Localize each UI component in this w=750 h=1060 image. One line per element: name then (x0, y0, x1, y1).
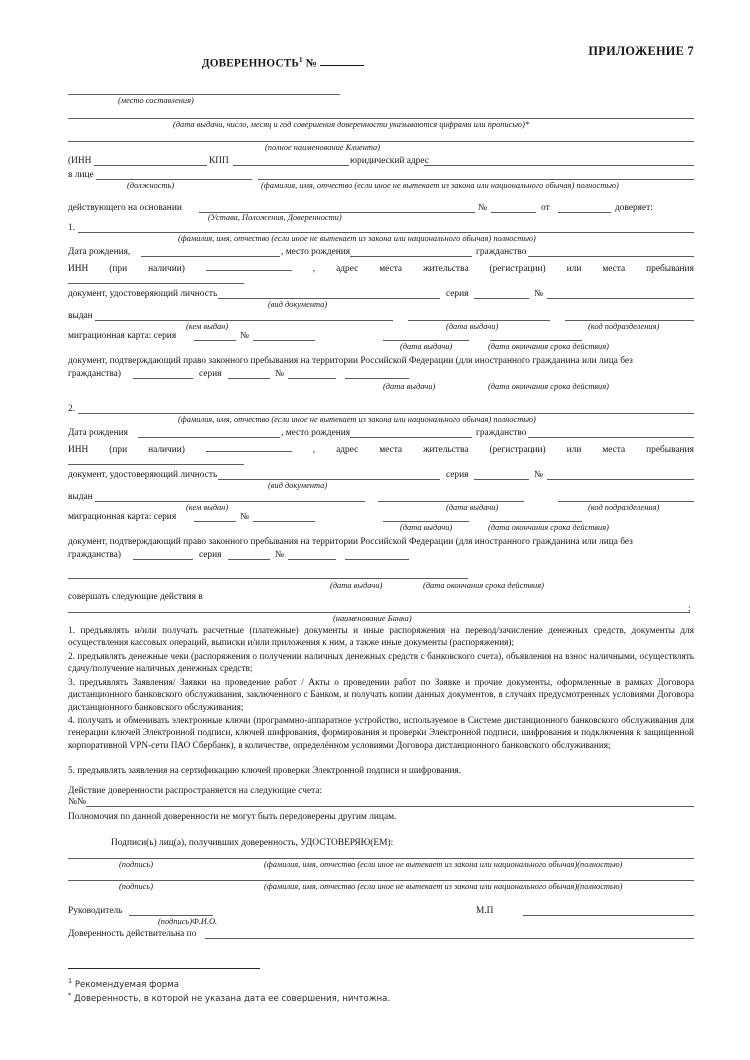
person-1-stay-doc-line2: гражданства) (68, 369, 121, 379)
bank-name-caption: (наименование Банка) (333, 614, 412, 623)
client-name-caption: (полное наименование Клиента) (265, 143, 381, 152)
person-2-series-label: серия (446, 470, 469, 480)
person-2-fio-caption: (фамилия, имя, отчество (если иное не вытекает из закона или национального обычая) полностью) (178, 415, 536, 424)
person-1-series-label: серия (446, 289, 469, 299)
person-1-citizenship-rule[interactable] (528, 256, 694, 257)
bank-name-semicolon: ; (688, 604, 691, 614)
person-2-birth-place-rule[interactable] (350, 437, 472, 438)
footnote-1-text: Рекомендуемая форма (74, 979, 179, 990)
document-body (68, 0, 694, 1060)
footnote-2 (68, 992, 390, 1004)
date-caption: (дата выдачи, число, месяц и год совершения доверенности указываются цифрами или прописью)* (173, 120, 530, 129)
basis-from-label: от (541, 203, 550, 213)
person-1-doc-number-sign: № (534, 289, 543, 299)
date-field-rule[interactable] (68, 118, 694, 119)
person-1-migration-number-sign: № (240, 331, 249, 341)
person-2-inn-field-rule[interactable] (206, 442, 292, 452)
person-2-doc-number-rule[interactable] (547, 479, 694, 480)
inn-field-rule[interactable] (94, 165, 207, 166)
footnote-1-marker: 1 (68, 977, 73, 985)
basis-number-field-rule[interactable] (491, 212, 536, 213)
person-1-migration-issue-date-rule[interactable] (383, 340, 469, 341)
person-1-migration-card-label: миграционная карта: серия (68, 331, 177, 341)
no-redelegation-note: Полномочия по данной доверенности не могут быть передоверены другим лицам. (68, 812, 397, 822)
person-1-identity-doc-rule[interactable] (218, 298, 440, 299)
person-1-registration-label: (регистрации) (489, 264, 546, 274)
person-2-stay-series-label: серия (199, 550, 222, 560)
person-2-issue-date-rule[interactable] (378, 501, 524, 502)
person-1-issued-label: выдан (68, 311, 93, 321)
person-1-doc-kind-caption: (вид документа) (268, 300, 328, 309)
person-1-fio-caption: (фамилия, имя, отчество (если иное не вытекает из закона или национального обычая) полностью) (178, 234, 536, 243)
person-2-stay-number-sign: № (275, 550, 284, 560)
representative-name-rule[interactable] (258, 179, 694, 180)
person-2-migration-series-rule[interactable] (194, 521, 236, 522)
person-2-birth-place-label: , место рождения (281, 428, 351, 438)
person-2-inn-comma: , (312, 445, 316, 455)
basis-caption: (Устава, Положения, Доверенности) (208, 213, 342, 222)
person-2-inn-avail-label: наличии) (148, 445, 185, 455)
person-2-migration-expiry-rule[interactable] (490, 521, 582, 522)
footnote-separator (68, 968, 260, 969)
document-number-field[interactable] (320, 65, 364, 66)
person-2-dept-code-rule[interactable] (558, 501, 694, 502)
person-1-inn-address-line (68, 261, 694, 275)
authorizes-label: доверяет: (615, 203, 653, 213)
person-2-birth-date-label: Дата рождения (68, 428, 128, 438)
footnote-2-marker: * (68, 991, 72, 999)
person-2-migration-expiry-caption: (дата окончания срока действия) (488, 523, 609, 532)
certify-signatures-label: Подписи(ь) лиц(а), получивших доверенность, УДОСТОВЕРЯЮ(ЕМ): (111, 838, 394, 848)
person-1-identity-doc-label: документ, удостоверяющий личность (68, 289, 218, 299)
v-lice-label: в лице (68, 170, 94, 180)
bank-name-rule[interactable] (68, 612, 690, 613)
stamp-label: М.П (476, 906, 494, 916)
accounts-numbers-rule[interactable] (86, 806, 694, 807)
person-1-place2-label: места (602, 264, 626, 274)
person-2-stay-doc-line2: гражданства) (68, 550, 121, 560)
person-2-or-label: или (566, 445, 582, 455)
person-2-stay-expiry-caption: (дата окончания срока действия) (423, 581, 544, 590)
inn-label: (ИНН (68, 156, 92, 166)
person-1-birth-date-rule[interactable] (141, 256, 280, 257)
person-2-residence-label: жительства (423, 445, 469, 455)
signature-1-rule[interactable] (68, 858, 694, 859)
action-item-1: 1. предъявлять и/или получать расчетные (платежные) документы и иные распоряжения на перевод/зачисление денежных средств, документы для осуществления кассовых операций, выписки и/или приложения к ним, а также иные документы (распоряжения); (68, 626, 694, 649)
person-1-or-label: или (566, 264, 582, 274)
signature-2-caption: (подпись) (119, 882, 153, 891)
person-1-inn-if-label: (при (109, 264, 128, 274)
person-1-inn-field-rule[interactable] (206, 261, 292, 271)
person-2-issued-by-rule[interactable] (95, 501, 365, 502)
person-2-inn-if-label: (при (109, 445, 128, 455)
person-2-number: 2. (68, 404, 76, 414)
position-field-rule[interactable] (96, 179, 252, 180)
person-1-migration-number-rule[interactable] (253, 340, 315, 341)
person-1-dept-code-caption: (код подразделения) (588, 322, 660, 331)
acting-basis-label: действующего на основании (68, 203, 182, 213)
action-item-4: 4. получать и обменивать электронные ключи (программно-аппаратное устройство, используемое в Системе дистанционного банковского обслуживания для генерации ключей Электронной подписи, ключей шифрования, формирования и проверки Электронной подписи, шифрования и подключения к защищенной корпоративной VPN-сети ПАО Сбербанк), в количестве, определённом условиями Договора дистанционного банковского обслуживания; (68, 716, 694, 751)
person-1-dept-code-rule[interactable] (565, 320, 694, 321)
accounts-numbers-label: №№ (68, 797, 86, 807)
person-1-address-label: адрес (336, 264, 359, 274)
person-1-stay-series-rule[interactable] (228, 378, 270, 379)
person-2-stay-doc-line1: документ, подтверждающий право законного пребывания на территории Российской Федерации (для иностранного гражданина или лица без (68, 537, 633, 547)
signature-1-fio-caption: (фамилия, имя, отчество (если иное не вытекает из закона или национального обычая)(полностью) (264, 860, 623, 869)
person-1-migration-expiry-rule[interactable] (490, 340, 582, 341)
person-2-address-place-label: места (379, 445, 403, 455)
person-1-stay-doc-line1: документ, подтверждающий право законного пребывания на территории Российской Федерации (для иностранного гражданина или лица без (68, 356, 633, 366)
person-1-inn-comma: , (312, 264, 316, 274)
person-1-citizenship-label: гражданство (476, 247, 527, 257)
perform-actions-label: совершать следующие действия в (68, 592, 203, 602)
person-1-migration-series-rule[interactable] (194, 340, 236, 341)
person-2-stay-issue-caption: (дата выдачи) (330, 581, 383, 590)
representative-fio-caption: (фамилия, имя, отчество (если иное не вытекает из закона или национального обычая) полностью) (261, 181, 619, 190)
kpp-label: КПП (209, 156, 229, 166)
basis-number-sign: № (478, 203, 487, 213)
person-2-issue-date-caption: (дата выдачи) (446, 503, 499, 512)
person-2-identity-doc-rule[interactable] (218, 479, 440, 480)
person-1-name-rule[interactable] (78, 232, 694, 233)
person-2-series-rule[interactable] (474, 479, 529, 480)
person-2-citizenship-rule[interactable] (528, 437, 694, 438)
person-2-inn-label: ИНН (68, 445, 89, 455)
person-1-birth-date-label: Дата рождения, (68, 247, 131, 257)
person-2-stay-number-rule[interactable] (288, 559, 336, 560)
person-2-migration-card-label: миграционная карта: серия (68, 512, 177, 522)
kpp-field-rule[interactable] (233, 165, 349, 166)
person-2-address-rule[interactable] (68, 464, 244, 465)
person-1-stay-number-rule[interactable] (288, 378, 336, 379)
person-1-number: 1. (68, 223, 76, 233)
action-item-2: 2. предъявлять денежные чеки (распоряжения о получении наличных денежных средств с банковского счета), объявления на взнос наличными, осуществлять сдачу/получение наличных денежных средств; (68, 652, 694, 675)
person-2-migration-issue-date-rule[interactable] (383, 521, 469, 522)
person-1-stay-number-sign: № (275, 369, 284, 379)
valid-until-rule[interactable] (205, 938, 694, 939)
accounts-heading: Действие доверенности распространяется на следующие счета: (68, 786, 323, 796)
document-title-text: ДОВЕРЕННОСТЬ (201, 57, 300, 70)
person-1-birth-place-label: , место рождения (281, 247, 351, 257)
person-1-address-rule[interactable] (68, 283, 244, 284)
person-1-series-rule[interactable] (474, 298, 529, 299)
basis-date-field-rule[interactable] (558, 212, 611, 213)
person-2-identity-doc-label: документ, удостоверяющий личность (68, 470, 218, 480)
person-2-name-rule[interactable] (78, 413, 694, 414)
signature-2-fio-caption: (фамилия, имя, отчество (если иное не вытекает из закона или национального обычая)(полностью) (264, 882, 623, 891)
place-field-rule[interactable] (68, 94, 340, 95)
person-1-inn-avail-label: наличии) (148, 264, 185, 274)
person-2-registration-label: (регистрации) (489, 445, 546, 455)
person-1-stay-series-label: серия (199, 369, 222, 379)
person-2-stay-series-rule[interactable] (228, 559, 270, 560)
person-1-issued-by-rule[interactable] (95, 320, 393, 321)
person-2-dept-code-caption: (код подразделения) (588, 503, 660, 512)
valid-until-label: Доверенность действительна по (68, 929, 197, 939)
person-2-stay-continuation-rule[interactable] (68, 578, 468, 579)
person-2-address-label: адрес (336, 445, 359, 455)
legal-address-field-rule[interactable] (424, 165, 694, 166)
legal-address-label: юридический адрес (350, 156, 429, 166)
person-2-issued-by-caption: (кем выдан) (186, 503, 229, 512)
document-number-sign: № (305, 57, 318, 70)
person-2-migration-number-sign: № (240, 512, 249, 522)
person-2-issued-label: выдан (68, 492, 93, 502)
page-title (68, 56, 498, 71)
signature-2-rule[interactable] (68, 880, 694, 881)
person-2-doc-kind-caption: (вид документа) (268, 481, 328, 490)
person-2-stay-label: пребывания (646, 445, 694, 455)
person-1-migration-issue-caption: (дата выдачи) (400, 342, 453, 351)
person-1-issue-date-caption: (дата выдачи) (446, 322, 499, 331)
person-2-migration-number-rule[interactable] (253, 521, 315, 522)
person-2-stay-extra-rule[interactable] (345, 559, 409, 560)
footnote-2-text: Доверенность, в которой не указана дата ее совершения, ничтожна. (73, 993, 391, 1004)
person-2-migration-issue-caption: (дата выдачи) (400, 523, 453, 532)
person-2-inn-address-line (68, 442, 694, 456)
person-2-doc-number-sign: № (534, 470, 543, 480)
appendix-label: ПРИЛОЖЕНИЕ 7 (588, 44, 694, 58)
person-1-stay-expiry-caption: (дата окончания срока действия) (488, 382, 609, 391)
title-footnote-marker: 1 (299, 56, 303, 64)
person-1-doc-number-rule[interactable] (547, 298, 694, 299)
person-1-stay-extra-rule[interactable] (345, 378, 409, 379)
director-signature-rule[interactable] (129, 915, 213, 916)
client-name-rule[interactable] (68, 141, 694, 142)
person-1-inn-label: ИНН (68, 264, 89, 274)
person-1-residence-label: жительства (423, 264, 469, 274)
person-1-birth-place-rule[interactable] (350, 256, 472, 257)
action-item-3: 3. предъявлять Заявления/ Заявки на проведение работ / Акты о проведении работ по Заявке и прочие документы, оформленные в рамках Договора дистанционного банковского обслуживания, заключенного с Банком, и получать копии данных документов, в случаях предусмотренных условиями Договора дистанционного банковского обслуживания; (68, 678, 694, 713)
stamp-field-rule[interactable] (523, 915, 694, 916)
action-item-5: 5. предъявлять заявления на сертификацию ключей проверки Электронной подписи и шифрования. (68, 766, 462, 776)
person-1-address-place-label: места (379, 264, 403, 274)
person-1-issued-by-caption: (кем выдан) (186, 322, 229, 331)
person-1-stay-issue-caption: (дата выдачи) (383, 382, 436, 391)
director-label: Руководитель (68, 906, 123, 916)
place-caption: (место составления) (118, 96, 194, 105)
person-2-place2-label: места (602, 445, 626, 455)
signature-1-caption: (подпись) (119, 860, 153, 869)
person-1-stay-doc-rule[interactable] (133, 378, 193, 379)
person-1-migration-expiry-caption: (дата окончания срока действия) (488, 342, 609, 351)
person-1-stay-label: пребывания (646, 264, 694, 274)
director-signature-caption: (подпись)Ф.И.О. (158, 917, 218, 926)
position-caption: (должность) (127, 181, 175, 190)
footnote-1 (68, 978, 179, 990)
person-1-issue-date-rule[interactable] (408, 320, 550, 321)
person-2-birth-date-rule[interactable] (138, 437, 280, 438)
person-2-citizenship-label: гражданство (476, 428, 527, 438)
person-2-stay-doc-rule[interactable] (133, 559, 193, 560)
